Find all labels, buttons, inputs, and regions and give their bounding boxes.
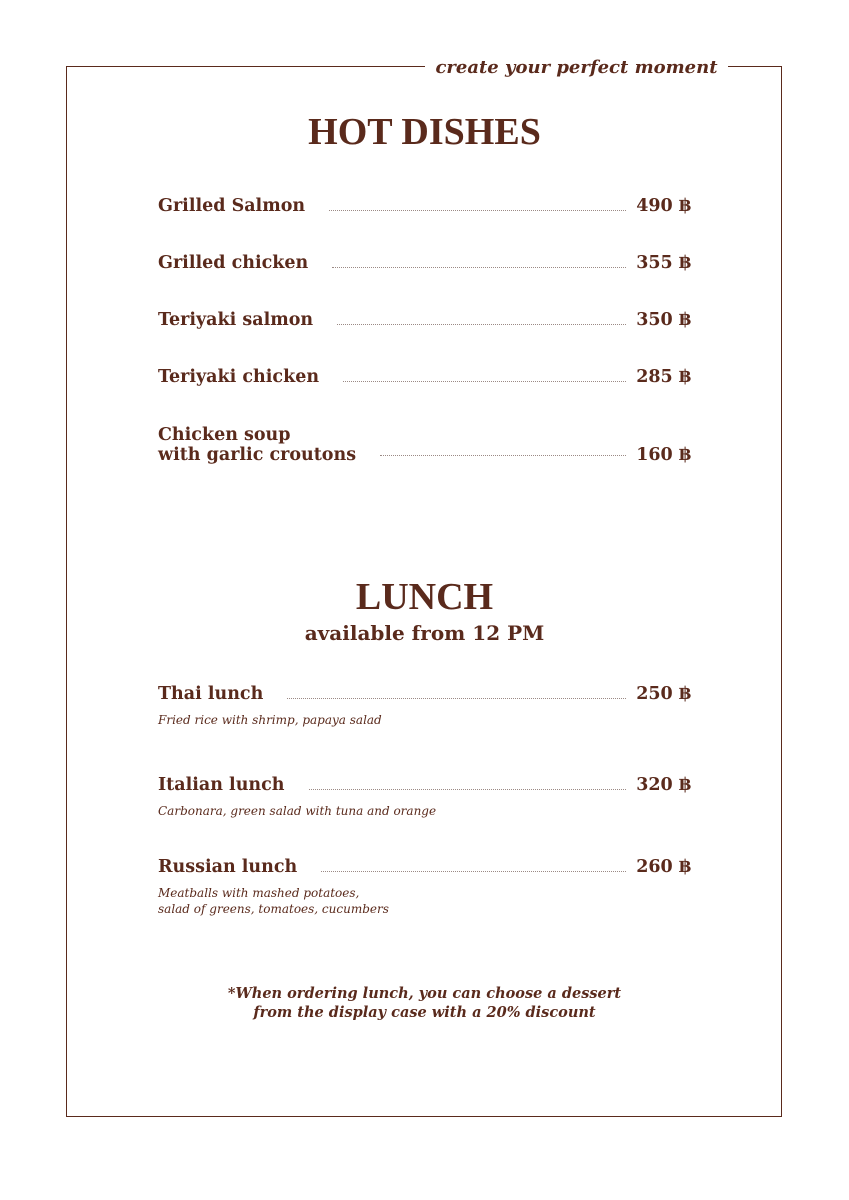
description-line: Meatballs with mashed potatoes,: [158, 886, 360, 900]
item-price: 320 ฿: [636, 775, 691, 795]
hot-dishes-title: HOT DISHES: [308, 111, 541, 153]
lunch-note: [0, 984, 849, 1022]
lunch-title: LUNCH: [355, 576, 494, 618]
lunch-subtitle: available from 12 PM: [304, 621, 545, 645]
item-price: 350 ฿: [636, 310, 691, 330]
menu-item-chicken-soup: [158, 425, 691, 465]
item-name: Teriyaki chicken: [158, 367, 320, 387]
dot-leader: [321, 870, 626, 872]
item-name: Italian lunch: [158, 775, 285, 795]
item-price: 490 ฿: [636, 196, 691, 216]
dot-leader: [332, 266, 626, 268]
dot-leader: [287, 697, 626, 699]
menu-item-grilled-chicken: [158, 253, 691, 273]
menu-item-italian-lunch: [158, 775, 691, 795]
item-name-line: Chicken soup: [158, 425, 291, 445]
menu-item-russian-lunch: [158, 857, 691, 877]
item-price: 355 ฿: [636, 253, 691, 273]
menu-item-grilled-salmon: [158, 196, 691, 216]
menu-item-teriyaki-chicken: [158, 367, 691, 387]
item-name: Thai lunch: [158, 684, 264, 704]
menu-item-thai-lunch: [158, 684, 691, 704]
dot-leader: [343, 380, 626, 382]
dot-leader: [380, 454, 626, 456]
item-name: Teriyaki salmon: [158, 310, 314, 330]
item-name: Grilled Salmon: [158, 196, 306, 216]
note-line: from the display case with a 20% discount: [253, 1004, 596, 1021]
item-price: 250 ฿: [636, 684, 691, 704]
tagline: create your perfect moment: [425, 55, 728, 81]
note-line: *When ordering lunch, you can choose a dessert: [227, 985, 622, 1002]
dot-leader: [337, 323, 626, 325]
dot-leader: [329, 209, 626, 211]
menu-item-teriyaki-salmon: [158, 310, 691, 330]
description-line: salad of greens, tomatoes, cucumbers: [158, 902, 389, 916]
dot-leader: [309, 788, 627, 790]
item-name-line: with garlic croutons: [158, 445, 357, 465]
item-name: Grilled chicken: [158, 253, 309, 273]
item-name: Russian lunch: [158, 857, 298, 877]
item-price: 160 ฿: [636, 445, 691, 465]
item-description: Fried rice with shrimp, papaya salad: [158, 713, 382, 727]
item-description: [158, 885, 678, 917]
item-price: 260 ฿: [636, 857, 691, 877]
item-price: 285 ฿: [636, 367, 691, 387]
item-description: Carbonara, green salad with tuna and orange: [158, 804, 437, 818]
item-name: [158, 425, 356, 465]
